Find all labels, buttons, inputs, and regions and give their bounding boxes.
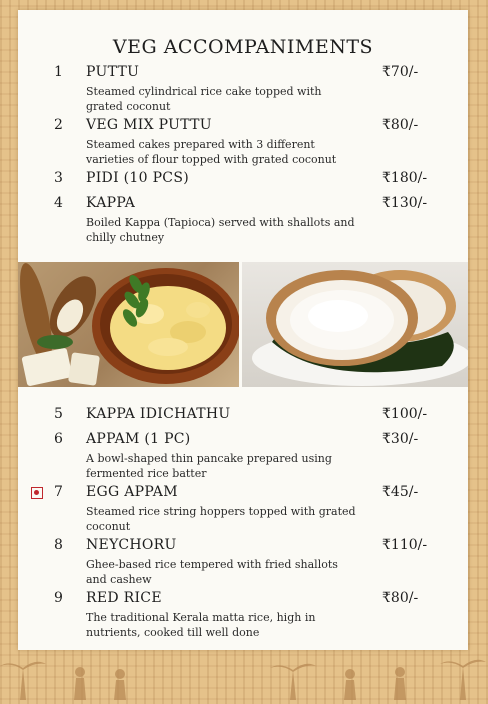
item-description: Steamed cylindrical rice cake topped with grated coconut	[86, 85, 322, 113]
item-description: A bowl-shaped thin pancake prepared using fermented rice batter	[86, 452, 332, 480]
tapioca-icon	[18, 262, 239, 387]
item-name: PUTTU	[86, 64, 140, 80]
item-description: Steamed cakes prepared with 3 different varieties of flour topped with grated coconut	[86, 138, 337, 166]
item-price: ₹70/-	[382, 64, 419, 80]
item-name: KAPPA IDICHATHU	[86, 406, 231, 422]
item-name: PIDI (10 PCS)	[86, 170, 189, 186]
item-price: ₹110/-	[382, 537, 428, 553]
item-price: ₹30/-	[382, 431, 419, 447]
item-price: ₹80/-	[382, 590, 419, 606]
item-number: 7	[54, 484, 63, 500]
item-number: 8	[54, 537, 63, 553]
item-price: ₹130/-	[382, 195, 428, 211]
item-name: RED RICE	[86, 590, 162, 606]
menu-page	[18, 10, 468, 650]
item-number: 3	[54, 170, 63, 186]
footer-decoration	[0, 650, 488, 700]
item-name: KAPPA	[86, 195, 136, 211]
item-name: VEG MIX PUTTU	[86, 117, 212, 133]
item-number: 5	[54, 406, 63, 422]
appam-photo	[242, 262, 468, 387]
item-number: 9	[54, 590, 63, 606]
food-photos	[18, 262, 468, 387]
appam-icon	[242, 262, 468, 387]
menu-title: VEG ACCOMPANIMENTS	[112, 36, 374, 58]
item-number: 2	[54, 117, 63, 133]
item-price: ₹100/-	[382, 406, 428, 422]
item-number: 6	[54, 431, 63, 447]
item-name: EGG APPAM	[86, 484, 178, 500]
palm-tree-icon	[0, 650, 488, 700]
item-price: ₹80/-	[382, 117, 419, 133]
item-name: APPAM (1 PC)	[86, 431, 191, 447]
non-veg-icon	[31, 487, 43, 499]
item-number: 1	[54, 64, 63, 80]
item-description: The traditional Kerala matta rice, high in nutrients, cooked till well done	[86, 611, 316, 639]
item-price: ₹45/-	[382, 484, 419, 500]
item-price: ₹180/-	[382, 170, 428, 186]
item-description: Steamed rice string hoppers topped with grated coconut	[86, 505, 356, 533]
item-number: 4	[54, 195, 63, 211]
item-description: Ghee-based rice tempered with fried shallots and cashew	[86, 558, 338, 586]
tapioca-photo	[18, 262, 239, 387]
item-description: Boiled Kappa (Tapioca) served with shallots and chilly chutney	[86, 216, 355, 244]
item-name: NEYCHORU	[86, 537, 177, 553]
